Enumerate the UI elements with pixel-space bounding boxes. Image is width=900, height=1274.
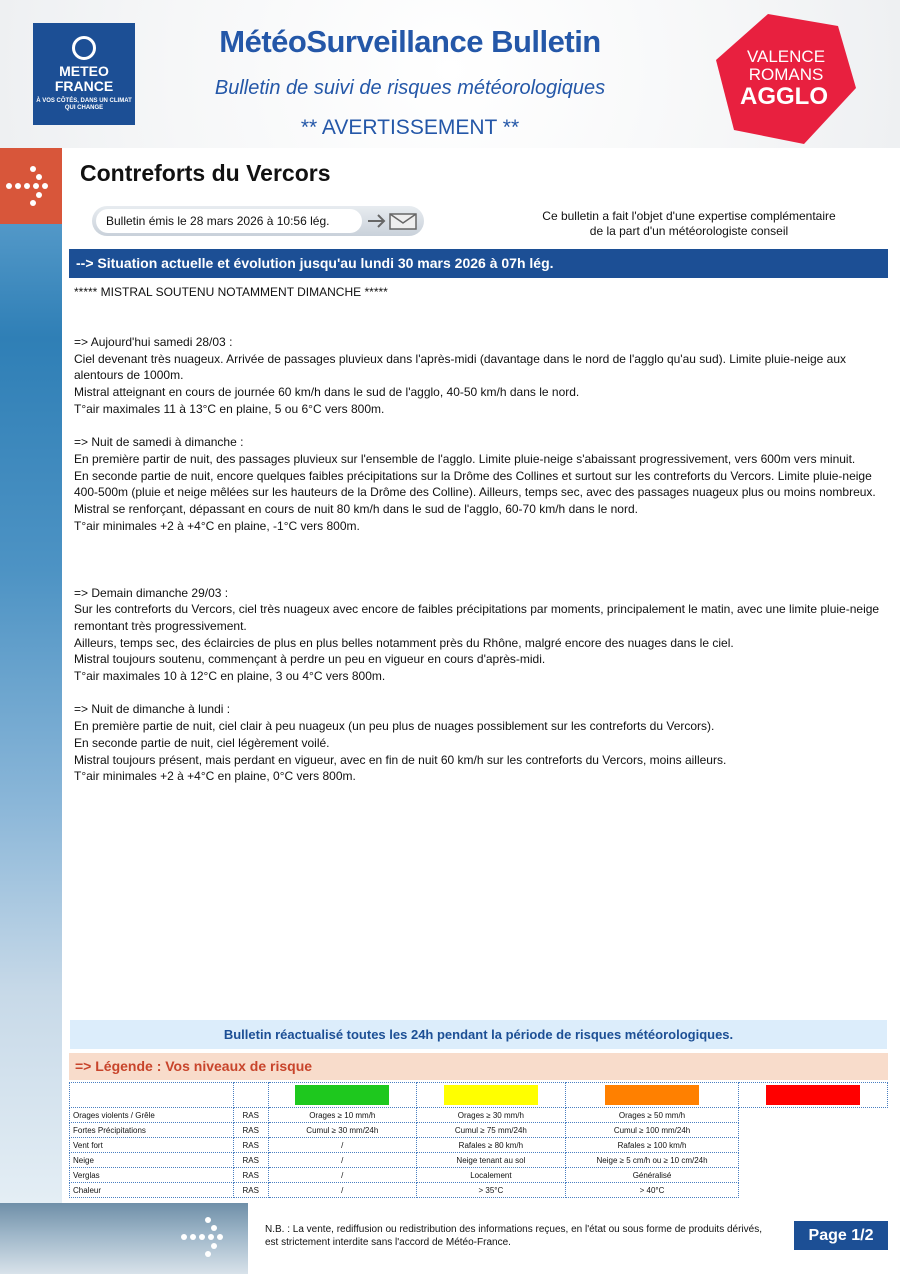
legend-threshold: Neige tenant au sol (417, 1153, 566, 1168)
partner-line1: VALENCE (746, 47, 826, 66)
legend-threshold: RAS (234, 1183, 269, 1198)
partner-line2: ROMANS (748, 65, 824, 84)
legend-risk-label: Chaleur (70, 1183, 234, 1198)
legend-threshold: Orages ≥ 30 mm/h (417, 1108, 566, 1123)
bulletin-title: MétéoSurveillance Bulletin (219, 24, 601, 59)
body-line: T°air maximales 10 à 12°C en plaine, 3 ou 4°C vers 800m. (74, 669, 386, 684)
legend-risk-label: Vent fort (70, 1138, 234, 1153)
legend-threshold: RAS (234, 1138, 269, 1153)
dotted-arrow-icon (0, 148, 62, 224)
legend-threshold: Orages ≥ 50 mm/h (565, 1108, 739, 1123)
legend-threshold: > 35°C (417, 1183, 566, 1198)
body-line (74, 685, 884, 702)
body-line: Ciel devenant très nuageux. Arrivée de passages pluvieux dans l'après-midi (davantage dans le nord de l'agglo qu'au sud). Limite pluie-neige aux alentours de 1000m. (74, 351, 847, 383)
legend-risk-label: Neige (70, 1153, 234, 1168)
body-line: Mistral toujours soutenu, commençant à perdre un peu en vigueur en cours d'après-midi. (74, 652, 546, 667)
body-line (74, 535, 884, 552)
meteo-france-emblem-icon (72, 36, 96, 60)
legend-empty-cell (234, 1083, 269, 1108)
body-line: T°air maximales 11 à 13°C en plaine, 5 ou 6°C vers 800m. (74, 401, 385, 416)
legend-risk-label: Fortes Précipitations (70, 1123, 234, 1138)
legend-threshold: RAS (234, 1108, 269, 1123)
legend-threshold: Localement (417, 1168, 566, 1183)
body-line (74, 418, 884, 435)
body-line (74, 568, 884, 585)
legend-threshold: Cumul ≥ 75 mm/24h (417, 1123, 566, 1138)
warning-label: ** AVERTISSEMENT ** (300, 116, 520, 139)
body-line: Mistral atteignant en cours de journée 60 km/h dans le sud de l'agglo, 40-50 km/h dans le nord. (74, 385, 580, 400)
legend-threshold: / (268, 1153, 417, 1168)
meteo-france-logo (33, 23, 135, 125)
legend-threshold: / (268, 1168, 417, 1183)
footer-dotted-arrow-icon (178, 1212, 238, 1262)
body-line: Mistral se renforçant, dépassant en cours de nuit 80 km/h dans le sud de l'agglo, 60-70 km/h dans le nord. (74, 502, 638, 517)
body-line: Sur les contreforts du Vercors, ciel très nuageux avec encore de faibles précipitations par moments, principalement le matin, avec une limite pluie-neige remontant très progressivement. (74, 602, 880, 633)
legend-table (69, 1082, 888, 1198)
legend-swatch (295, 1085, 389, 1105)
body-line (74, 551, 884, 568)
brand-line1: METEO (59, 63, 109, 79)
body-line: T°air minimales +2 à +4°C en plaine, -1°C vers 800m. (74, 518, 360, 533)
emission-box (92, 206, 424, 236)
body-line (74, 301, 884, 318)
legend-threshold: Cumul ≥ 100 mm/24h (565, 1123, 739, 1138)
bulletin-subtitle: Bulletin de suivi de risques météorologiques (214, 77, 606, 99)
expertise-line1: Ce bulletin a fait l'objet d'une expertise complémentaire (542, 209, 836, 223)
legend-threshold: / (268, 1138, 417, 1153)
body-line: Ailleurs, temps sec, des éclaircies de plus en plus belles notamment près du Rhône, malgré encore des nuages dans le ciel. (74, 635, 734, 650)
legend-color-row (70, 1083, 888, 1108)
body-line (74, 317, 884, 334)
legend-swatch (444, 1085, 538, 1105)
legend-swatch-cell (739, 1083, 888, 1108)
reactualisation-note: Bulletin réactualisé toutes les 24h pendant la période de risques météorologiques. (70, 1020, 887, 1049)
body-line: En première partir de nuit, des passages pluvieux sur l'ensemble de l'agglo. Limite pluie-neige s'abaissant progressivement, vers 600m vers minuit. (74, 451, 856, 466)
legend-swatch (766, 1085, 860, 1105)
legend-threshold: / (268, 1183, 417, 1198)
legend-row (70, 1108, 888, 1123)
legend-threshold: Orages ≥ 10 mm/h (268, 1108, 417, 1123)
expertise-note (530, 209, 848, 239)
legend-risk-label: Orages violents / Grêle (70, 1108, 234, 1123)
legend-threshold: > 40°C (565, 1183, 739, 1198)
legend-swatch-cell (417, 1083, 566, 1108)
body-line: En première partie de nuit, ciel clair à peu nuageux (un peu plus de nuages possiblement sur les contreforts du Vercors). (74, 719, 715, 734)
body-line: T°air minimales +2 à +4°C en plaine, 0°C vers 800m. (74, 769, 356, 784)
page-indicator: Page 1/2 (794, 1221, 888, 1250)
bulletin-body (74, 284, 884, 785)
legend-empty-cell (70, 1083, 234, 1108)
valence-romans-agglo-logo (716, 12, 856, 146)
body-line: En seconde partie de nuit, ciel légèrement voilé. (74, 735, 330, 750)
legend-risk-label: Verglas (70, 1168, 234, 1183)
body-line: => Nuit de dimanche à lundi : (74, 702, 231, 717)
legend-threshold: RAS (234, 1123, 269, 1138)
legend-threshold: Cumul ≥ 30 mm/24h (268, 1123, 417, 1138)
orange-arrow-block (0, 148, 62, 224)
partner-line3: AGGLO (740, 83, 828, 110)
legend-row (70, 1153, 888, 1168)
zone-title: Contreforts du Vercors (80, 160, 331, 186)
body-line: Mistral toujours présent, mais perdant en vigueur, avec en fin de nuit 60 km/h sur les contreforts du Vercors, moins ailleurs. (74, 752, 727, 767)
legend-swatch (605, 1085, 699, 1105)
brand-tagline: À VOS CÔTÉS, DANS UN CLIMAT QUI CHANGE (36, 98, 132, 111)
sky-side-image (0, 148, 62, 1203)
legend-threshold: RAS (234, 1153, 269, 1168)
legend-threshold: Rafales ≥ 80 km/h (417, 1138, 566, 1153)
legend-title: => Légende : Vos niveaux de risque (69, 1053, 888, 1080)
body-line: => Nuit de samedi à dimanche : (74, 435, 244, 450)
situation-header: --> Situation actuelle et évolution jusqu'au lundi 30 mars 2026 à 07h lég. (69, 249, 888, 278)
expertise-line2: de la part d'un météorologiste conseil (589, 224, 789, 238)
emission-actions (366, 211, 420, 231)
legend-swatch-cell (565, 1083, 739, 1108)
legend-threshold: Neige ≥ 5 cm/h ou ≥ 10 cm/24h (565, 1153, 739, 1168)
legend-row (70, 1183, 888, 1198)
emission-date: Bulletin émis le 28 mars 2026 à 10:56 lég. (96, 209, 362, 233)
forward-arrow-icon[interactable] (368, 215, 384, 227)
legend-threshold: Rafales ≥ 100 km/h (565, 1138, 739, 1153)
body-line: => Demain dimanche 29/03 : (74, 585, 229, 600)
legend-row (70, 1168, 888, 1183)
legend-row (70, 1123, 888, 1138)
legend-row (70, 1138, 888, 1153)
body-line: => Aujourd'hui samedi 28/03 : (74, 335, 233, 350)
legend-swatch-cell (268, 1083, 417, 1108)
email-icon[interactable] (390, 214, 416, 229)
body-line: ***** MISTRAL SOUTENU NOTAMMENT DIMANCHE ***** (74, 285, 388, 299)
brand-line2: FRANCE (54, 78, 114, 94)
legend-threshold: Généralisé (565, 1168, 739, 1183)
legend-threshold: RAS (234, 1168, 269, 1183)
body-line: En seconde partie de nuit, encore quelques faibles précipitations sur la Drôme des Collines et surtout sur les contreforts du Vercors. Limite pluie-neige 400-500m (pluie et neige mêlées sur les hauteurs de la Drôme des Colline). Ailleurs, temps sec, avec des passages nuageux plus ou moins nombreux. (74, 468, 876, 500)
legal-note: N.B. : La vente, rediffusion ou redistribution des informations reçues, en l'état ou sous forme de produits dérivés, est strictement interdite sans l'accord de Météo-France. (265, 1224, 762, 1248)
